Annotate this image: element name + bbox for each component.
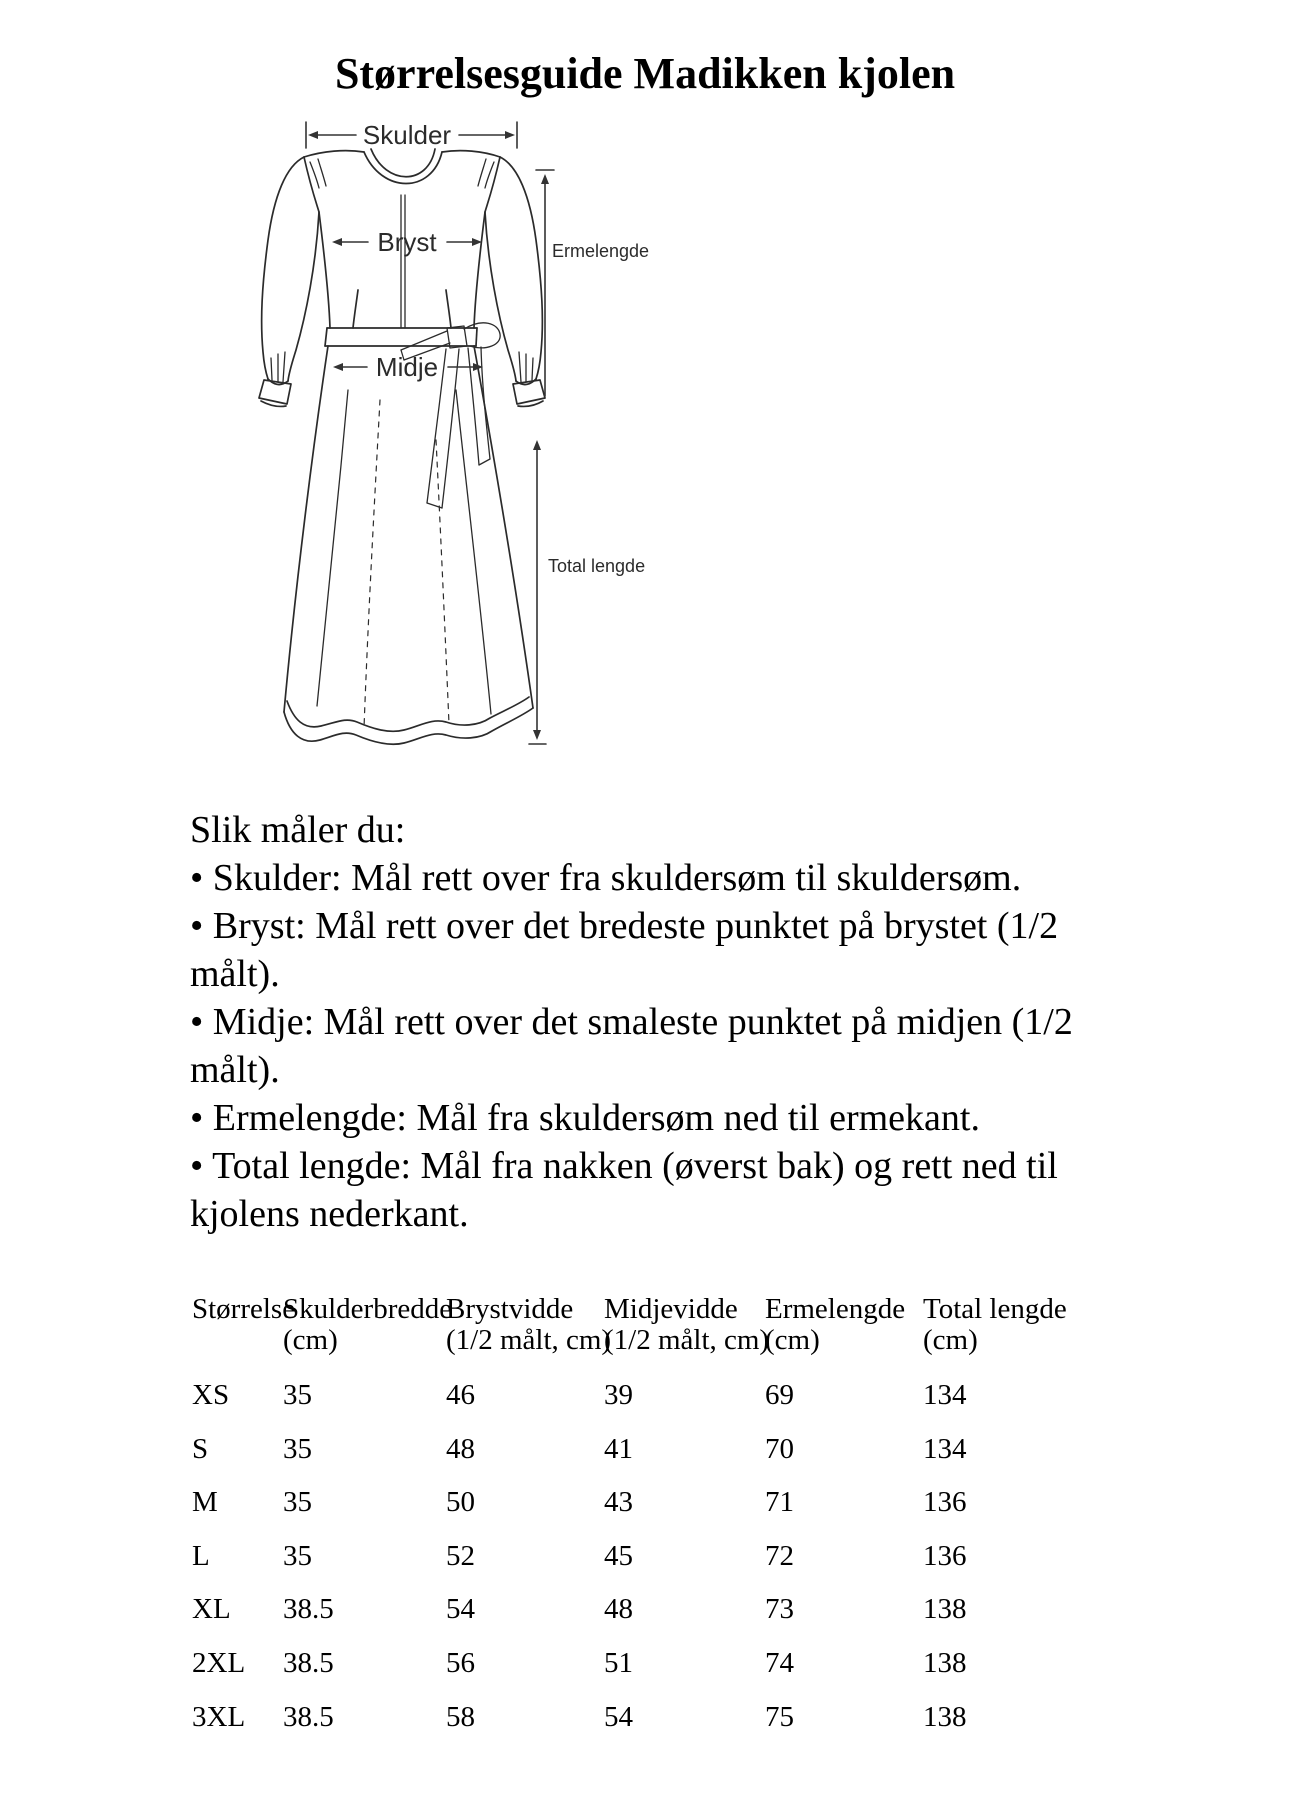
instruction-line: målt). [190, 1049, 280, 1091]
size-label: XS [192, 1379, 230, 1411]
dress-dashed-fold-lines [364, 400, 449, 728]
size-label: 2XL [192, 1646, 246, 1679]
measuring-instructions [190, 806, 1200, 1238]
table-cell: 136 [923, 1486, 967, 1519]
table-cell: 35 [283, 1432, 312, 1465]
table-cell: 38.5 [283, 1646, 334, 1679]
table-cell: 38.5 [283, 1593, 334, 1626]
instruction-line: • Bryst: Mål rett over det bredeste punktet på brystet (1/2 [190, 905, 1059, 947]
size-label: XL [192, 1593, 231, 1626]
table-cell: 134 [923, 1379, 967, 1411]
instruction-line: • Skulder: Mål rett over fra skuldersøm til skuldersøm. [190, 857, 1022, 899]
table-cell: 138 [923, 1593, 967, 1626]
instruction-line: kjolens nederkant. [190, 1193, 469, 1235]
table-cell: 138 [923, 1646, 967, 1679]
size-label: S [192, 1432, 209, 1465]
table-cell: 41 [604, 1432, 633, 1465]
instruction-line: • Total lengde: Mål fra nakken (øverst bak) og rett ned til [190, 1145, 1058, 1187]
table-cell: 48 [604, 1593, 633, 1626]
table-cell: 56 [446, 1646, 475, 1679]
table-cell: 73 [765, 1593, 794, 1626]
size-table [192, 1294, 1083, 1755]
column-header-total: Total lengde (cm) [923, 1293, 1067, 1356]
column-header-sleeve: Ermelengde (cm) [765, 1293, 906, 1356]
table-cell: 45 [604, 1539, 633, 1572]
dress-measurement-diagram [230, 100, 650, 750]
table-header-gap [192, 1356, 1083, 1380]
measurement-arrows [306, 122, 554, 744]
size-label: M [192, 1486, 218, 1519]
diagram-label-waist: Midje [375, 352, 439, 382]
instruction-line: • Midje: Mål rett over det smaleste punktet på midjen (1/2 [190, 1001, 1073, 1043]
table-cell: 69 [765, 1379, 794, 1411]
table-cell: 138 [923, 1700, 967, 1733]
table-cell: 136 [923, 1539, 967, 1572]
diagram-label-shoulder: Skulder [362, 120, 452, 150]
table-cell: 75 [765, 1700, 794, 1733]
table-cell: 54 [446, 1593, 475, 1626]
table-cell: 35 [283, 1539, 312, 1572]
table-cell: 50 [446, 1486, 475, 1519]
table-cell: 35 [283, 1379, 312, 1411]
table-cell: 39 [604, 1379, 633, 1411]
size-label: 3XL [192, 1700, 246, 1733]
table-cell: 70 [765, 1432, 794, 1465]
page-title: Størrelsesguide Madikken kjolen [334, 49, 956, 98]
table-cell: 72 [765, 1539, 794, 1572]
table-cell: 58 [446, 1700, 475, 1733]
table-cell: 35 [283, 1486, 312, 1519]
instruction-line: målt). [190, 953, 280, 995]
table-cell: 51 [604, 1646, 633, 1679]
size-label: L [192, 1539, 210, 1572]
diagram-label-total-length: Total lengde [548, 556, 646, 576]
diagram-label-sleeve-length: Ermelengde [552, 241, 650, 261]
table-cell: 48 [446, 1432, 475, 1465]
table-cell: 46 [446, 1379, 475, 1411]
table-cell: 74 [765, 1646, 794, 1679]
table-cell: 43 [604, 1486, 633, 1519]
column-header-bust: Brystvidde (1/2 målt, cm) [446, 1293, 612, 1356]
column-header-size: Størrelse [192, 1293, 296, 1325]
table-cell: 52 [446, 1539, 475, 1572]
diagram-label-bust: Bryst [377, 227, 437, 257]
table-cell: 38.5 [283, 1700, 334, 1733]
column-header-waist: Midjevidde (1/2 målt, cm) [604, 1293, 770, 1356]
table-cell: 54 [604, 1700, 633, 1733]
column-header-shoulder: Skulderbredde (cm) [283, 1293, 453, 1356]
instruction-line: • Ermelengde: Mål fra skuldersøm ned til ermekant. [190, 1097, 980, 1139]
table-cell: 134 [923, 1432, 967, 1465]
table-cell: 71 [765, 1486, 794, 1519]
instructions-heading: Slik måler du: [190, 809, 406, 851]
